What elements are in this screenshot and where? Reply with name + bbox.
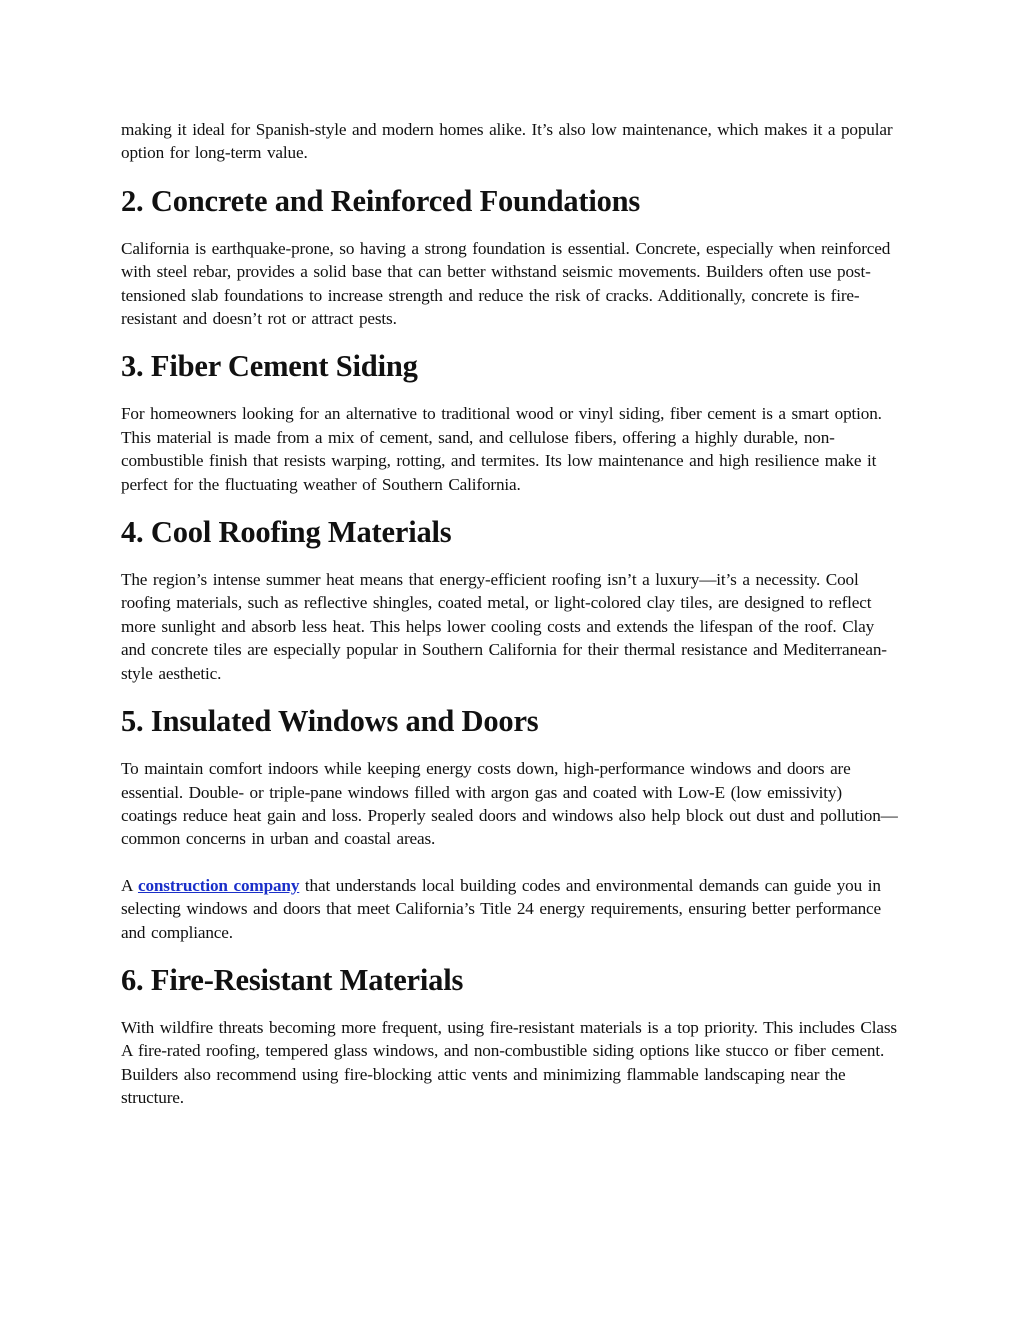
heading-fire-resistant-materials: 6. Fire-Resistant Materials: [121, 962, 464, 997]
link-paragraph-lead-text: A: [121, 875, 138, 895]
paragraph-fiber-cement-siding: For homeowners looking for an alternative to traditional wood or vinyl siding, fiber cement is a smart option. This material is made from a mix of cement, sand, and cellulose fibers, offering a highly durable, non-combustible finish that resists warping, rotting, and termites. Its low maintenance and high resilience make it perfect for the fluctuating weather of Southern California.: [121, 404, 882, 494]
heading-insulated-windows-doors: 5. Insulated Windows and Doors: [121, 704, 539, 739]
heading-concrete-foundations: 2. Concrete and Reinforced Foundations: [121, 183, 641, 218]
paragraph-cool-roofing: The region’s intense summer heat means that energy-efficient roofing isn’t a luxury—it’s a necessity. Cool roofing materials, such as reflective shingles, coated metal, or light-colored clay tiles, are designed to reflect more sunlight and absorb less heat. This helps lower cooling costs and extends the lifespan of the roof. Clay and concrete tiles are especially popular in Southern California for their thermal resistance and Mediterranean-style aesthetic.: [121, 570, 887, 683]
paragraph-insulated-windows-doors: To maintain comfort indoors while keeping energy costs down, high-performance windows and doors are essential. Double- or triple-pane windows filled with argon gas and coated with Low-E (low emissivity) coatings reduce heat gain and loss. Properly sealed doors and windows also help block out dust and pollution—common concerns in urban and coastal areas.: [121, 759, 898, 849]
heading-cool-roofing: 4. Cool Roofing Materials: [121, 515, 452, 550]
document-body: [121, 118, 901, 1110]
paragraph-concrete-foundations: California is earthquake-prone, so having a strong foundation is essential. Concrete, especially when reinforced with steel rebar, provides a solid base that can better withstand seismic movements. Builders often use post-tensioned slab foundations to increase strength and reduce the risk of cracks. Additionally, concrete is fire-resistant and doesn’t rot or attract pests.: [121, 238, 891, 329]
paragraph-fire-resistant-materials: With wildfire threats becoming more frequent, using fire-resistant materials is a top priority. This includes Class A fire-rated roofing, tempered glass windows, and non-combustible siding options like stucco or fiber cement. Builders also recommend using fire-blocking attic vents and minimizing flammable landscaping near the structure.: [121, 1017, 897, 1108]
heading-fiber-cement-siding: 3. Fiber Cement Siding: [121, 349, 418, 384]
paragraph-construction-company: [121, 874, 901, 944]
link-paragraph-trailing-text: that understands local building codes and environmental demands can guide you in selecting windows and doors that meet California’s Title 24 energy requirements, ensuring better performance and compliance.: [121, 875, 881, 942]
intro-paragraph: making it ideal for Spanish-style and modern homes alike. It’s also low maintenance, which makes it a popular option for long-term value.: [121, 120, 893, 163]
construction-company-link[interactable]: construction company: [137, 875, 300, 895]
